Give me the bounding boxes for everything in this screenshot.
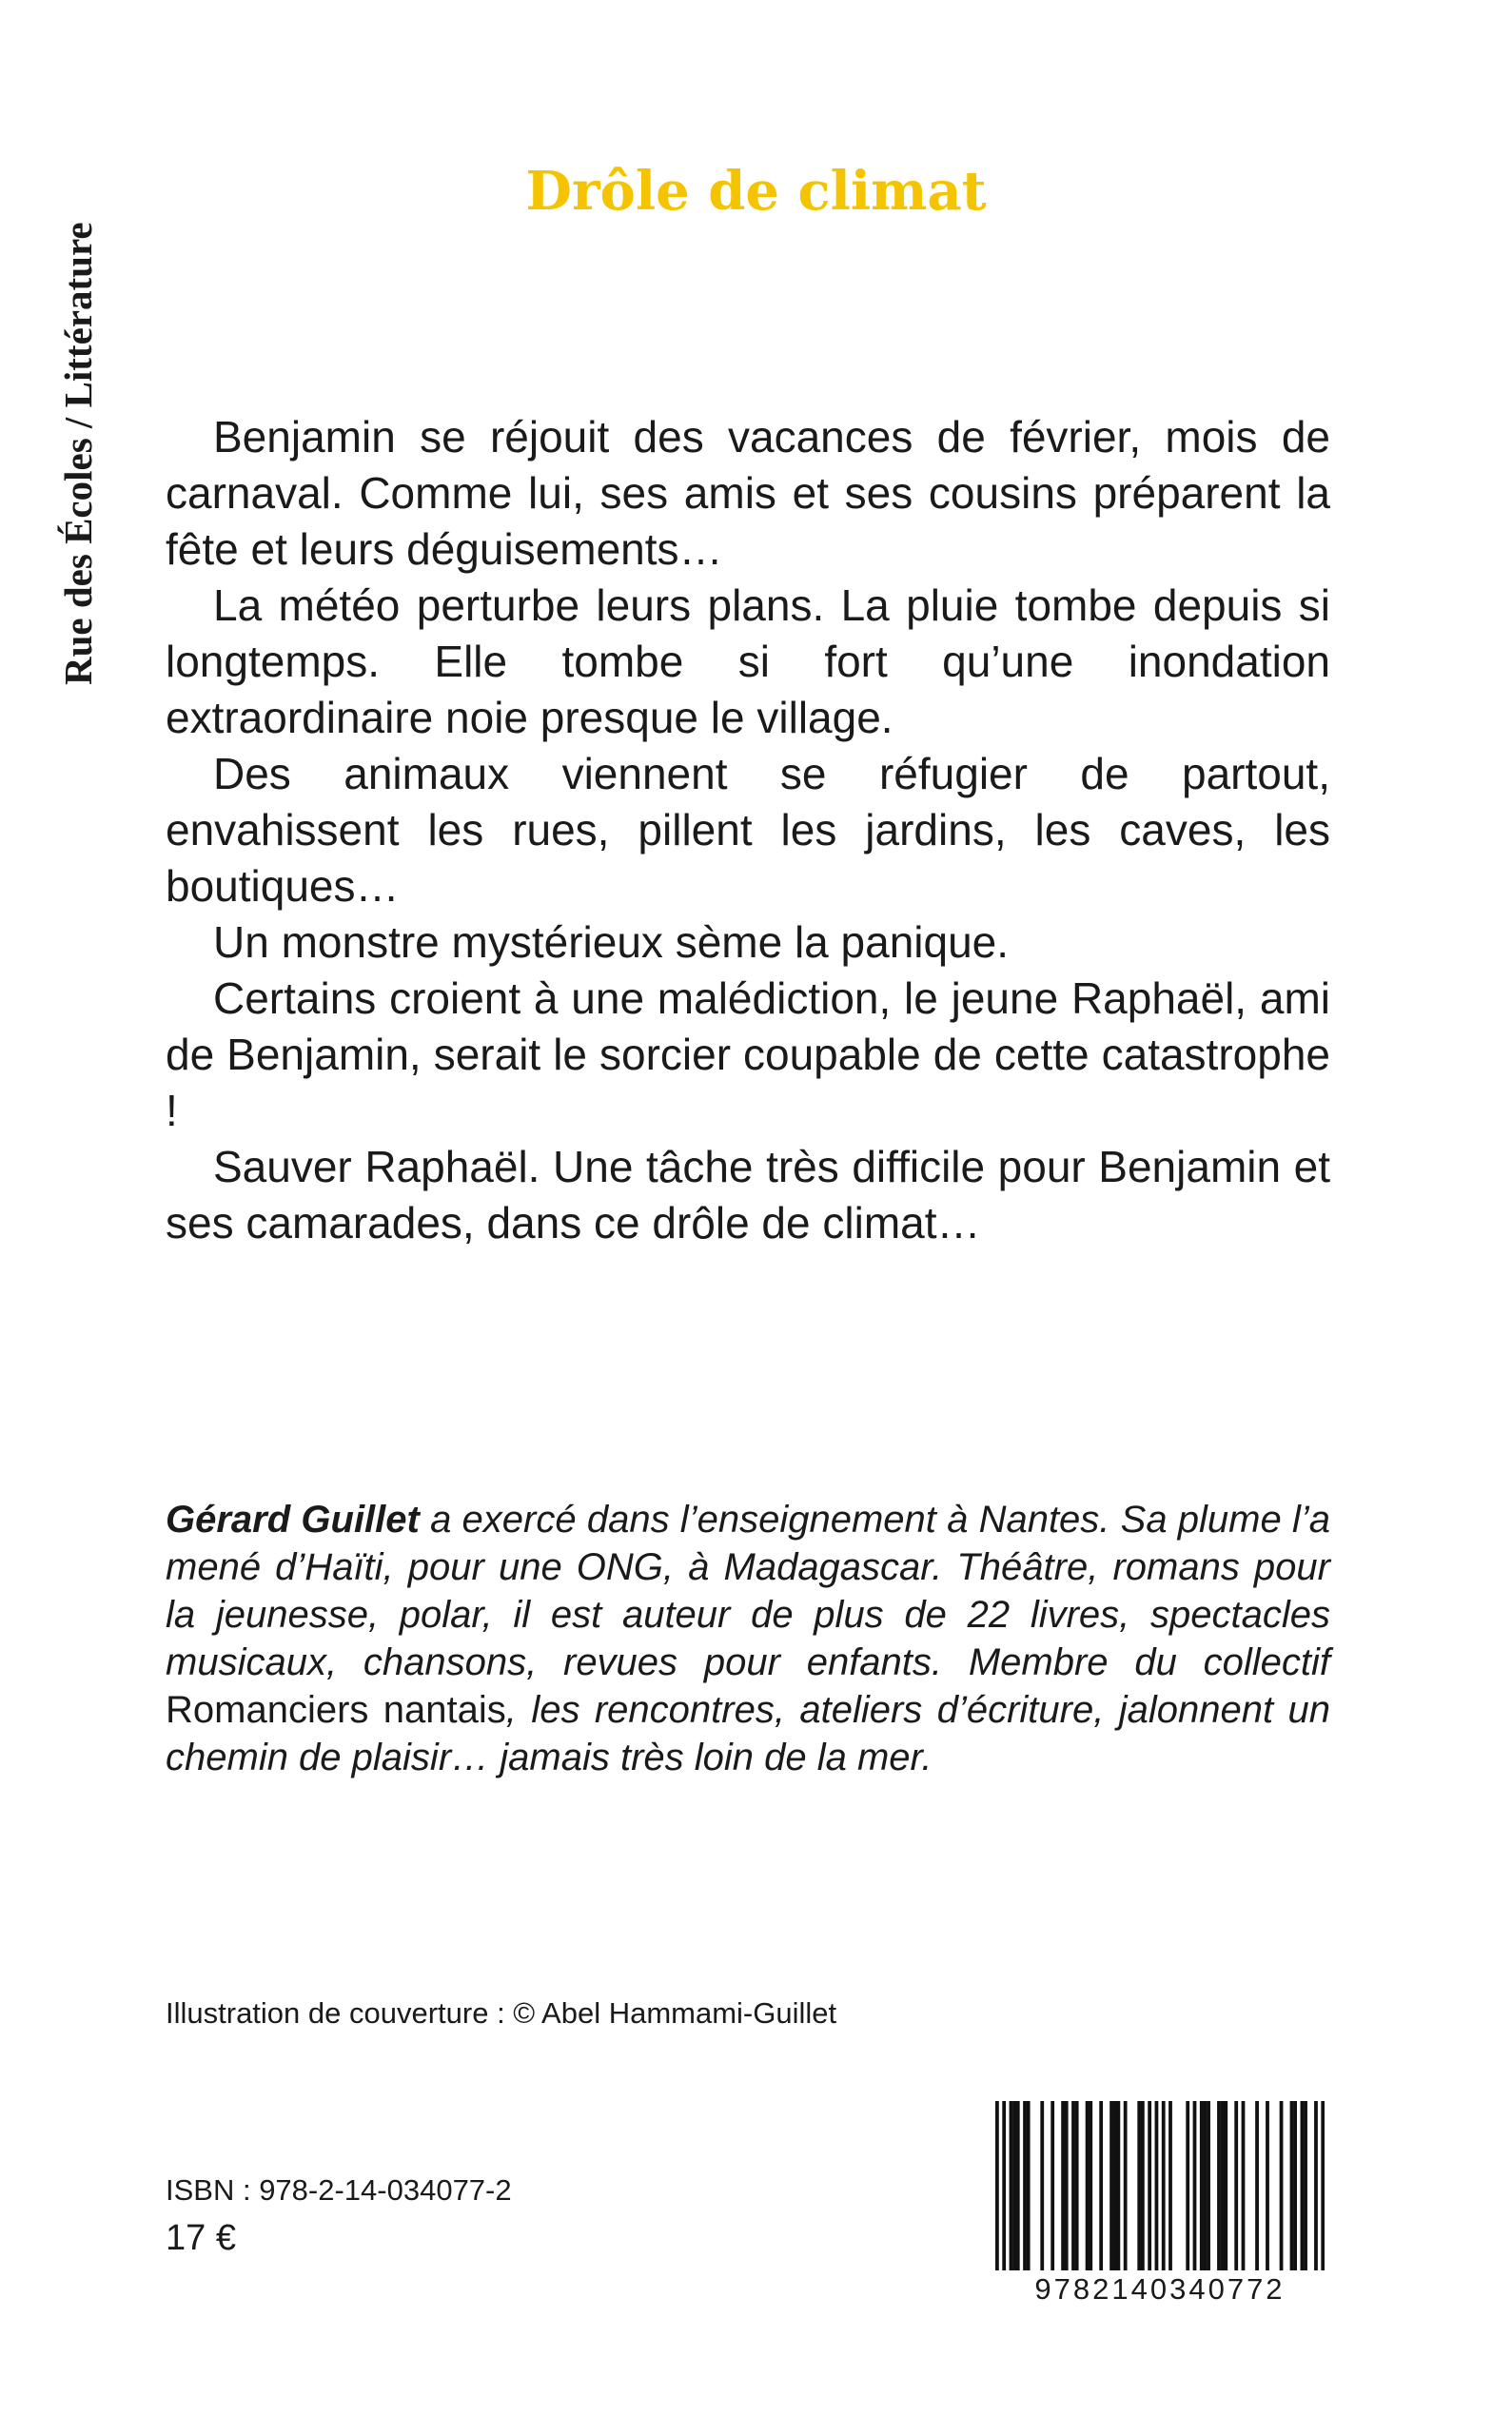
barcode-bar <box>1155 2101 1159 2270</box>
barcode-bar <box>1027 2101 1031 2270</box>
barcode-bar <box>1002 2101 1006 2270</box>
barcode-bar <box>1089 2101 1092 2270</box>
barcode-bar <box>1207 2101 1210 2270</box>
barcode-bar <box>1301 2101 1305 2270</box>
barcode-bar <box>1193 2101 1197 2270</box>
blurb <box>166 409 1330 1251</box>
blurb-paragraph: Certains croient à une malédiction, le jeune Raphaël, ami de Benjamin, serait le sorcier coupable de cette catastrophe ! <box>166 973 1330 1135</box>
barcode-bar <box>1200 2101 1204 2270</box>
barcode-bar <box>1304 2101 1307 2270</box>
barcode-bar <box>1290 2101 1294 2270</box>
barcode-bar <box>1242 2101 1246 2270</box>
author-name: Gérard Guillet <box>166 1499 420 1541</box>
barcode-bar <box>1224 2101 1227 2270</box>
author-bio <box>166 1496 1330 1781</box>
barcode-bar <box>1061 2101 1065 2270</box>
barcode-bar <box>1113 2101 1117 2270</box>
barcode-bar <box>1186 2101 1189 2270</box>
bio-collective: Romanciers nantais <box>166 1689 506 1731</box>
barcode-bar <box>1040 2101 1044 2270</box>
barcode-bar <box>1255 2101 1259 2270</box>
blurb-paragraph: Un monstre mystérieux sème la panique. <box>213 917 1010 967</box>
barcode-bar <box>1075 2101 1079 2270</box>
barcode-bar <box>1023 2101 1027 2270</box>
barcode-bar <box>995 2101 999 2270</box>
price: 17 € <box>166 2218 236 2258</box>
bio-text: a exercé dans l’enseignement à Nantes. Sa plume l’a mené d’Haïti, pour une ONG, à Madagascar. Théâtre, romans pour la jeunesse, polar, il est auteur de plus de 22 livres, spectacles musicaux, chansons, revues pour enfants. Membre du collectif <box>166 1499 1330 1683</box>
barcode-bar <box>1217 2101 1221 2270</box>
barcode-bar <box>1137 2101 1141 2270</box>
barcode-bar <box>1012 2101 1016 2270</box>
barcode-bar <box>1109 2101 1113 2270</box>
barcode-bar <box>1280 2101 1284 2270</box>
barcode-bar <box>1168 2101 1172 2270</box>
barcode-bar <box>1016 2101 1020 2270</box>
barcode-bar <box>1266 2101 1269 2270</box>
barcode-bar <box>1314 2101 1318 2270</box>
illustration-credit: Illustration de couverture : © Abel Hammami-Guillet <box>166 1996 837 2030</box>
blurb-paragraph: Sauver Raphaël. Une tâche très difficile pour Benjamin et ses camarades, dans ce drôle de climat… <box>166 1142 1330 1247</box>
isbn: ISBN : 978-2-14-034077-2 <box>166 2173 512 2207</box>
blurb-paragraph: La météo perturbe leurs plans. La pluie tombe depuis si longtemps. Elle tombe si fort qu’une inondation extraordinaire noie presque le village. <box>166 580 1330 742</box>
barcode-bar <box>1162 2101 1166 2270</box>
barcode-bar <box>1071 2101 1075 2270</box>
barcode-bar <box>1148 2101 1151 2270</box>
barcode-bar <box>1099 2101 1103 2270</box>
barcode-bar <box>1234 2101 1238 2270</box>
barcode-bar <box>1141 2101 1145 2270</box>
blurb-paragraph: Des animaux viennent se réfugier de partout, envahissent les rues, pillent les jardins, les caves, les boutiques… <box>166 749 1330 911</box>
barcode-bar <box>1204 2101 1208 2270</box>
barcode-bar <box>1321 2101 1325 2270</box>
book-title: Drôle de climat <box>525 160 987 223</box>
barcode <box>995 2101 1325 2270</box>
barcode-bar <box>1293 2101 1297 2270</box>
barcode-bar <box>1124 2101 1128 2270</box>
blurb-paragraph: Benjamin se réjouit des vacances de février, mois de carnaval. Comme lui, ses amis et ses cousins préparent la fête et leurs déguisements… <box>166 412 1330 574</box>
barcode-bar <box>1065 2101 1069 2270</box>
barcode-bar <box>1010 2101 1013 2270</box>
bio-text-end: , les rencontres, ateliers d’écriture, jalonnent un chemin de plaisir… jamais très loin de la mer. <box>166 1689 1331 1778</box>
series-label: Rue des Écoles / Littérature <box>56 222 100 685</box>
barcode-digits: 9782140340772 <box>1034 2272 1286 2306</box>
barcode-bar <box>1086 2101 1090 2270</box>
barcode-bar <box>1221 2101 1225 2270</box>
barcode-bar <box>1051 2101 1054 2270</box>
barcode-bar <box>1116 2101 1120 2270</box>
